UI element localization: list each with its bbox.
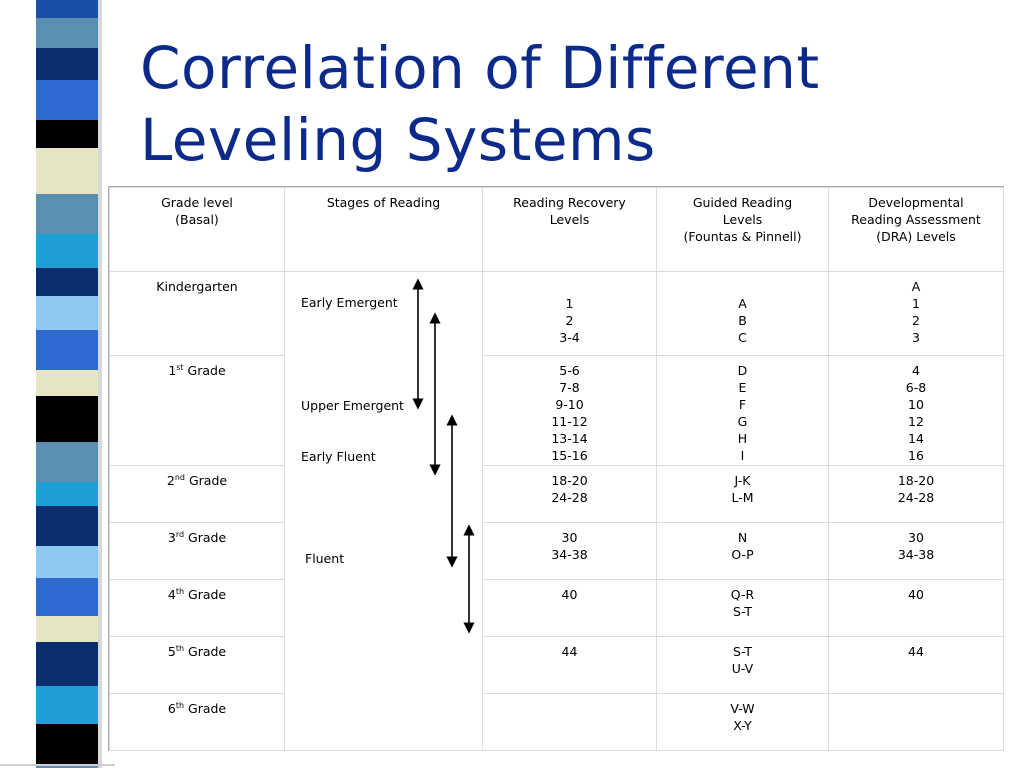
header-stages-of-reading: Stages of Reading (285, 188, 483, 272)
stripe-band (36, 0, 98, 18)
grade-ordinal-suffix: nd (174, 472, 185, 482)
guided-reading-cell: J-K L-M (657, 466, 829, 523)
reading-recovery-cell: 5-6 7-8 9-10 11-12 13-14 15-16 (483, 356, 657, 466)
header-guided-reading: Guided Reading Levels (Fountas & Pinnell) (657, 188, 829, 272)
table-row (110, 694, 1004, 751)
dra-cell: 4 6-8 10 12 14 16 (829, 356, 1004, 466)
grade-number: 4 (167, 587, 176, 602)
reading-recovery-cell (483, 694, 657, 751)
stripe-band (36, 330, 98, 370)
leveling-table-container (108, 186, 1004, 751)
stripe-band (36, 48, 98, 80)
grade-word: Grade (184, 530, 227, 545)
stripe-band (36, 194, 98, 234)
grade-ordinal-suffix: th (175, 643, 185, 653)
grade-cell (110, 356, 285, 466)
table-row (110, 272, 1004, 356)
stripe-band (36, 148, 98, 194)
guided-reading-cell: D E F G H I (657, 356, 829, 466)
stripe-band (36, 396, 98, 442)
stripe-band (36, 642, 98, 686)
stripe-band (36, 686, 98, 724)
dra-cell: 18-20 24-28 (829, 466, 1004, 523)
stage-upper-emergent: Upper Emergent (301, 398, 404, 413)
stripe-band (36, 234, 98, 268)
grade-ordinal-suffix: th (175, 586, 185, 596)
grade-ordinal-suffix: st (176, 362, 184, 372)
grade-number: 3 (167, 530, 176, 545)
grade-word: Grade (185, 473, 228, 488)
stage-early-fluent: Early Fluent (301, 449, 376, 464)
stages-of-reading-cell (285, 272, 483, 751)
table-row (110, 580, 1004, 637)
reading-recovery-cell: 44 (483, 637, 657, 694)
dra-cell: A 1 2 3 (829, 272, 1004, 356)
stage-fluent: Fluent (305, 551, 345, 566)
dra-cell (829, 694, 1004, 751)
table-row (110, 356, 1004, 466)
table-header-row (110, 188, 1004, 272)
grade-cell (110, 694, 285, 751)
grade-number: 5 (167, 644, 176, 659)
header-grade-level: Grade level (Basal) (110, 188, 285, 272)
guided-reading-cell: Q-R S-T (657, 580, 829, 637)
stripe-band (36, 80, 98, 120)
stripe-band (36, 268, 98, 296)
dra-cell: 30 34-38 (829, 523, 1004, 580)
stripe-band (36, 18, 98, 48)
header-dra: Developmental Reading Assessment (DRA) Levels (829, 188, 1004, 272)
grade-word: Grade (184, 701, 227, 716)
stripe-band (36, 120, 98, 148)
guided-reading-cell: A B C (657, 272, 829, 356)
leveling-table (109, 187, 1004, 751)
stripe-band (36, 724, 98, 764)
stripe-band (36, 482, 98, 506)
bottom-rule (0, 764, 115, 766)
stripe-band (36, 370, 98, 396)
grade-ordinal-suffix: th (175, 700, 185, 710)
reading-recovery-cell: 18-20 24-28 (483, 466, 657, 523)
title-line-1: Correlation of Different (140, 34, 820, 102)
stripe-band (36, 296, 98, 330)
guided-reading-cell: N O-P (657, 523, 829, 580)
grade-cell (110, 637, 285, 694)
grade-number: 6 (167, 701, 176, 716)
table-row (110, 466, 1004, 523)
grade-cell (110, 580, 285, 637)
reading-recovery-cell: 40 (483, 580, 657, 637)
grade-number: 1 (168, 363, 177, 378)
dra-cell: 40 (829, 580, 1004, 637)
table-row (110, 637, 1004, 694)
grade-ordinal-suffix: rd (175, 529, 185, 539)
grade-cell (110, 523, 285, 580)
grade-cell (110, 466, 285, 523)
stripe-shadow (98, 0, 102, 768)
grade-cell (110, 272, 285, 356)
decorative-stripe-bar (36, 0, 98, 768)
stripe-band (36, 616, 98, 642)
stripe-band (36, 546, 98, 578)
grade-word: Grade (184, 587, 227, 602)
table-row (110, 523, 1004, 580)
stage-early-emergent: Early Emergent (301, 295, 398, 310)
stripe-band (36, 578, 98, 616)
reading-recovery-cell: 30 34-38 (483, 523, 657, 580)
stripe-band (36, 442, 98, 482)
slide-title (140, 32, 1000, 176)
header-reading-recovery: Reading Recovery Levels (483, 188, 657, 272)
dra-cell: 44 (829, 637, 1004, 694)
grade-number: 2 (166, 473, 175, 488)
grade-word: Grade (184, 644, 227, 659)
guided-reading-cell: V-W X-Y (657, 694, 829, 751)
guided-reading-cell: S-T U-V (657, 637, 829, 694)
grade-label: Kindergarten (156, 279, 238, 294)
title-line-2: Leveling Systems (140, 106, 656, 174)
grade-word: Grade (183, 363, 226, 378)
stripe-band (36, 506, 98, 546)
reading-recovery-cell: 1 2 3-4 (483, 272, 657, 356)
